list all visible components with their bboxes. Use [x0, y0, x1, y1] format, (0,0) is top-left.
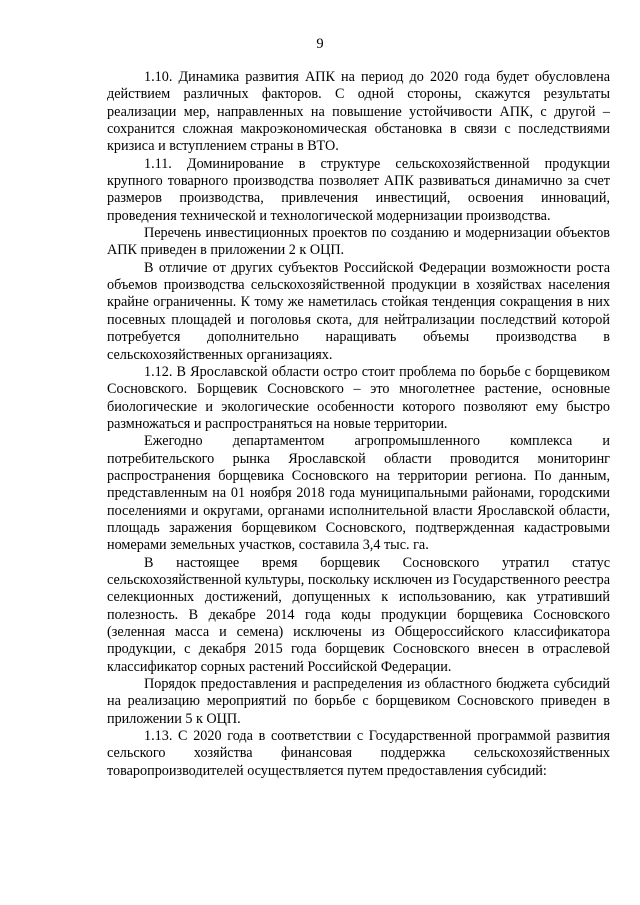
paragraph-subsidy-procedure: Порядок предоставления и распределения из областного бюджета субсидий на реализацию мероприятий по борьбе с борщевиком Сосновского приведен в приложении 5 к ОЦП. [107, 676, 610, 727]
paragraph-status: В настоящее время борщевик Сосновского утратил статус сельскохозяйственной культуры, поскольку исключен из Государственного реестра селекционных достижений, допущенных к использованию, как утративший полезность. В декабре 2014 года коды продукции борщевика Сосновского (зеленная масса и семена) исключены из Общероссийского классификатора продукции, с декабря 2015 года борщевик Сосновского внесен в отраслевой классификатор сорных растений Российской Федерации. [107, 554, 610, 675]
paragraph-1-11: 1.11. Доминирование в структуре сельскохозяйственной продукции крупного товарного производства позволяет АПК развиваться динамично за счет размеров производства, привлечения инвестиций, освоения инноваций, проведения технической и технологической модернизации производства. [107, 155, 610, 224]
page-number: 9 [316, 36, 324, 52]
paragraph-household-production: В отличие от других субъектов Российской Федерации возможности роста объемов производства сельскохозяйственной продукции в хозяйствах населения крайне ограниченны. К тому же наметилась стойкая тенденция сокращения в них посевных площадей и поголовья скота, для нейтрализации последствий которой потребуется дополнительно наращивать объемы производства в сельскохозяйственных организациях. [107, 259, 610, 363]
paragraph-1-12: 1.12. В Ярославской области остро стоит проблема по борьбе с борщевиком Сосновского. Борщевик Сосновского – это многолетнее растение, основные биологические и экологические особенности которого позволяют ему быстро размножаться и распространяться на новые территории. [107, 363, 610, 432]
document-body [107, 69, 610, 780]
paragraph-1-13: 1.13. С 2020 года в соответствии с Государственной программой развития сельского хозяйства финансовая поддержка сельскохозяйственных товаропроизводителей осуществляется путем предоставления субсидий: [107, 728, 610, 779]
paragraph-investment-projects: Перечень инвестиционных проектов по созданию и модернизации объектов АПК приведен в приложении 2 к ОЦП. [107, 225, 610, 259]
paragraph-monitoring: Ежегодно департаментом агропромышленного комплекса и потребительского рынка Ярославской области проводится мониторинг распространения борщевика Сосновского на территории региона. По данным, представленным на 01 ноября 2018 года муниципальными районами, городскими поселениями и округами, органами исполнительной власти Ярославской области, площадь заражения борщевиком Сосновского, подтвержденная кадастровыми номерами земельных участков, составила 3,4 тыс. га. [107, 433, 610, 554]
paragraph-1-10: 1.10. Динамика развития АПК на период до 2020 года будет обусловлена действием различных факторов. С одной стороны, скажутся результаты реализации мер, направленных на повышение устойчивости АПК, с другой – сохранится сложная макроэкономическая обстановка в связи с последствиями кризиса и вступлением страны в ВТО. [107, 69, 610, 155]
